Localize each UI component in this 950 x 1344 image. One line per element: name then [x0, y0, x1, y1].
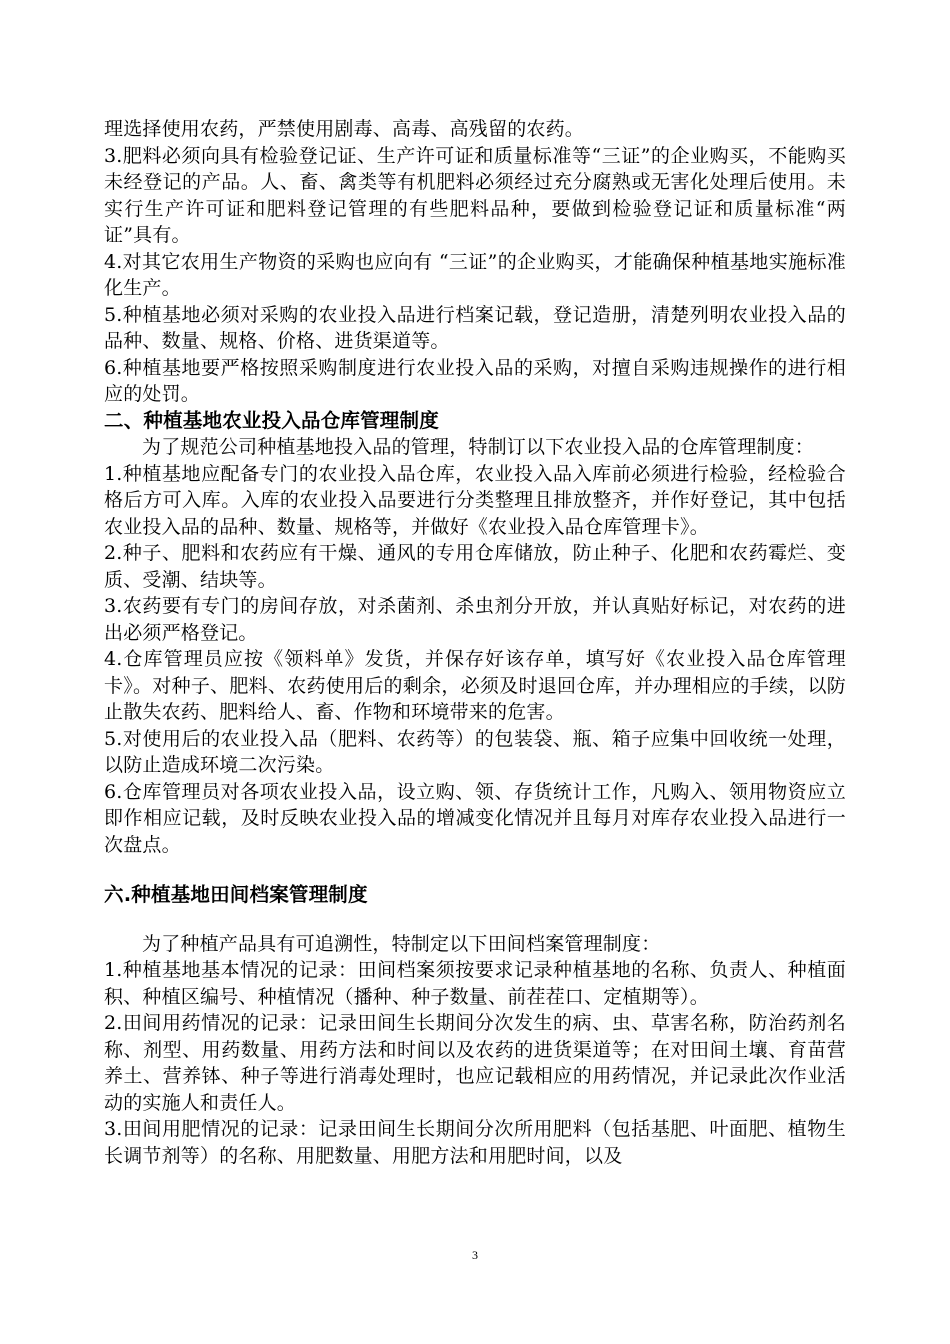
list-item: 3.田间用肥情况的记录：记录田间生长期间分次所用肥料（包括基肥、叶面肥、植物生长调节剂等）的名称、用肥数量、用肥方法和用肥时间，以及 — [104, 1118, 846, 1167]
list-item: 1.种植基地基本情况的记录：田间档案须按要求记录种植基地的名称、负责人、种植面积、种植区编号、种植情况（播种、种子数量、前茬茬口、定植期等）。 — [104, 959, 846, 1008]
paragraph-pesticide-tail: 理选择使用农药，严禁使用剧毒、高毒、高残留的农药。 — [104, 118, 585, 140]
list-item: 2.种子、肥料和农药应有干燥、通风的专用仓库储放，防止种子、化肥和农药霉烂、变质、受潮、结块等。 — [104, 542, 846, 591]
list-item: 5.对使用后的农业投入品（肥料、农药等）的包装袋、瓶、箱子应集中回收统一处理，以防止造成环境二次污染。 — [104, 727, 846, 776]
document-body — [104, 116, 846, 1169]
list-item: 4.仓库管理员应按《领料单》发货，并保存好该存单，填写好《农业投入品仓库管理卡》。对种子、肥料、农药使用后的剩余，必须及时退回仓库，并办理相应的手续，以防止散失农药、肥料给人、畜、作物和环境带来的危害。 — [104, 648, 846, 723]
section-intro-warehouse: 为了规范公司种植基地投入品的管理，特制订以下农业投入品的仓库管理制度： — [142, 436, 815, 458]
list-item: 3.农药要有专门的房间存放，对杀菌剂、杀虫剂分开放，并认真贴好标记，对农药的进出必须严格登记。 — [104, 595, 846, 644]
list-item: 2.田间用药情况的记录：记录田间生长期间分次发生的病、虫、草害名称，防治药剂名称、剂型、用药数量、用药方法和时间以及农药的进货渠道等；在对田间土壤、育苗营养土、营养钵、种子等进行消毒处理时，也应记载相应的用药情况，并记录此次作业活动的实施人和责任人。 — [104, 1012, 846, 1114]
section-heading-field-archive: 六.种植基地田间档案管理制度 — [104, 883, 368, 906]
page-number: 3 — [472, 1248, 478, 1262]
section-heading-warehouse: 二、种植基地农业投入品仓库管理制度 — [104, 408, 439, 432]
section-intro-field-archive: 为了种植产品具有可追溯性，特制定以下田间档案管理制度： — [142, 932, 661, 955]
paragraph-other-materials: 4.对其它农用生产物资的采购也应向有 “三证”的企业购买，才能确保种植基地实施标准化生产。 — [104, 250, 846, 299]
paragraph-archive-records: 5.种植基地必须对采购的农业投入品进行档案记载，登记造册，清楚列明农业投入品的品种、数量、规格、价格、进货渠道等。 — [104, 303, 846, 352]
paragraph-fertilizer-purchase: 3.肥料必须向具有检验登记证、生产许可证和质量标准等“三证”的企业购买，不能购买未经登记的产品。人、畜、禽类等有机肥料必须经过充分腐熟或无害化处理后使用。未实行生产许可证和肥料登记管理的有些肥料品种，要做到检验登记证和质量标准“两证”具有。 — [104, 144, 846, 246]
list-item: 1.种植基地应配备专门的农业投入品仓库，农业投入品入库前必须进行检验，经检验合格后方可入库。入库的农业投入品要进行分类整理且排放整齐，并作好登记，其中包括农业投入品的品种、数量、规格等，并做好《农业投入品仓库管理卡》。 — [104, 462, 846, 538]
list-item: 6.仓库管理员对各项农业投入品，设立购、领、存货统计工作，凡购入、领用物资应立即作相应记载，及时反映农业投入品的增减变化情况并且每月对库存农业投入品进行一次盘点。 — [104, 780, 846, 856]
paragraph-penalty: 6.种植基地要严格按照采购制度进行农业投入品的采购，对擅自采购违规操作的进行相应的处罚。 — [104, 356, 846, 405]
